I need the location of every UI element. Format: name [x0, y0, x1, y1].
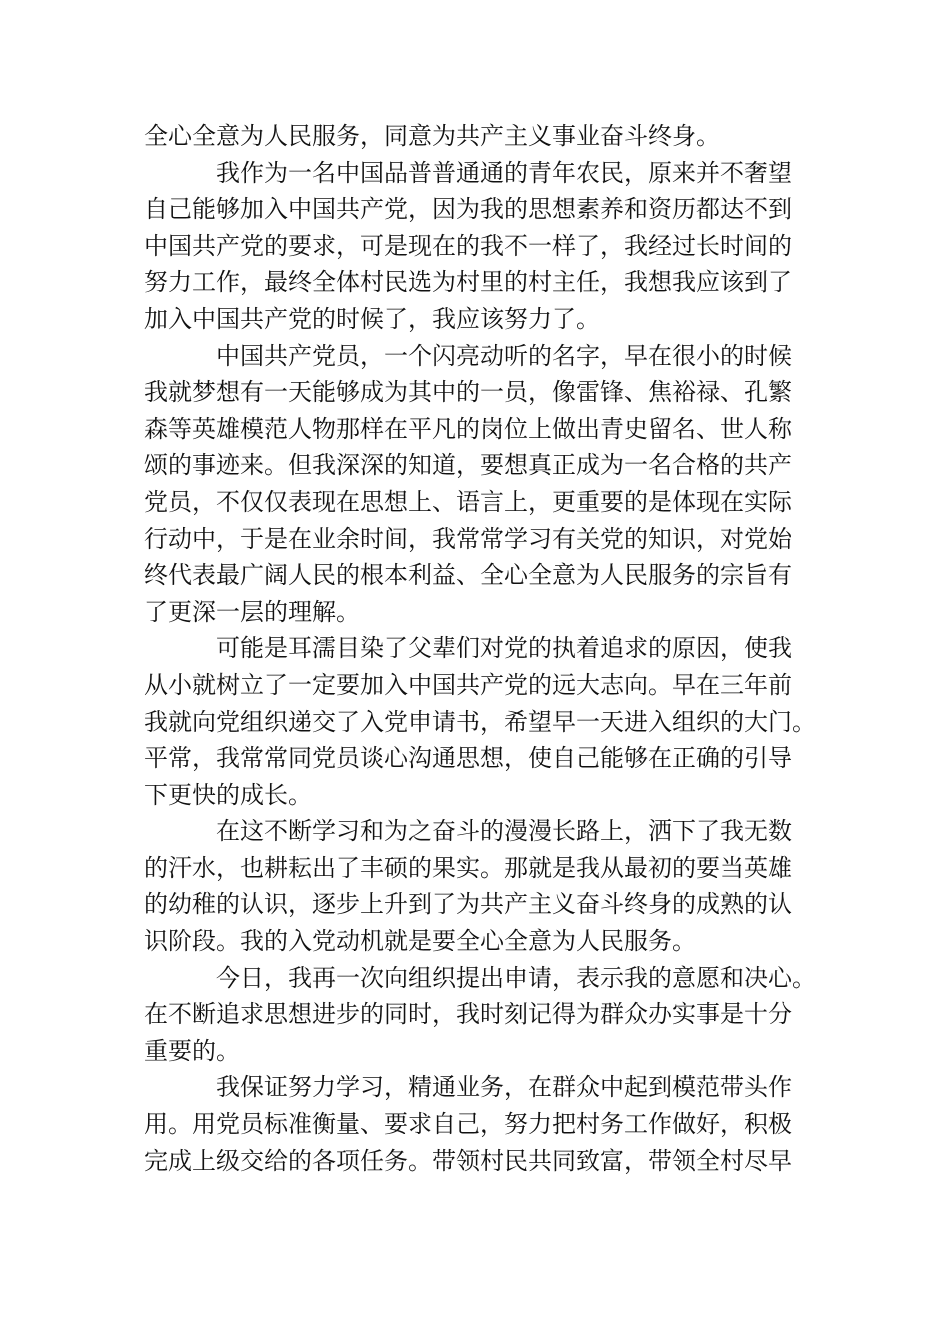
- text-line: 可能是耳濡目染了父辈们对党的执着追求的原因，使我: [216, 634, 792, 663]
- text-line: 在这不断学习和为之奋斗的漫漫长路上，洒下了我无数: [216, 817, 792, 846]
- text-line: 完成上级交给的各项任务。带领村民共同致富，带领全村尽早: [144, 1146, 792, 1175]
- paragraph: [144, 155, 804, 338]
- text-line: 了更深一层的理解。: [144, 597, 360, 626]
- text-line: 努力工作，最终全体村民选为村里的村主任，我想我应该到了: [144, 268, 792, 297]
- text-line: 我保证努力学习，精通业务，在群众中起到模范带头作: [216, 1073, 792, 1102]
- text-line: 今日，我再一次向组织提出申请，表示我的意愿和决心。: [216, 963, 816, 992]
- text-line: 用。用党员标准衡量、要求自己，努力把村务工作做好，积极: [144, 1110, 792, 1139]
- text-line: 我就向党组织递交了入党申请书，希望早一天进入组织的大门。: [144, 707, 816, 736]
- text-line: 从小就树立了一定要加入中国共产党的远大志向。早在三年前: [144, 670, 792, 699]
- text-line: 党员，不仅仅表现在思想上、语言上，更重要的是体现在实际: [144, 487, 792, 516]
- text-line: 下更快的成长。: [144, 780, 312, 809]
- paragraph: [144, 1069, 804, 1179]
- text-line: 中国共产党的要求，可是现在的我不一样了，我经过长时间的: [144, 231, 792, 260]
- text-line: 中国共产党员，一个闪亮动听的名字，早在很小的时候: [216, 341, 792, 370]
- paragraph: [144, 960, 816, 1070]
- text-line: 自己能够加入中国共产党，因为我的思想素养和资历都达不到: [144, 195, 792, 224]
- text-line: 加入中国共产党的时候了，我应该努力了。: [144, 304, 600, 333]
- text-line: 我作为一名中国品普普通通的青年农民，原来并不奢望: [216, 158, 792, 187]
- text-line: 终代表最广阔人民的根本利益、全心全意为人民服务的宗旨有: [144, 561, 792, 590]
- paragraph: [144, 813, 804, 959]
- text-line: 森等英雄模范人物那样在平凡的岗位上做出青史留名、世人称: [144, 414, 792, 443]
- text-line: 颂的事迹来。但我深深的知道，要想真正成为一名合格的共产: [144, 451, 792, 480]
- text-line: 重要的。: [144, 1036, 240, 1065]
- text-line: 识阶段。我的入党动机就是要全心全意为人民服务。: [144, 927, 696, 956]
- text-line: 的幼稚的认识，逐步上升到了为共产主义奋斗终身的成熟的认: [144, 890, 792, 919]
- text-line: 的汗水，也耕耘出了丰硕的果实。那就是我从最初的要当英雄: [144, 853, 792, 882]
- document-body: [144, 118, 816, 1179]
- paragraph: [144, 630, 816, 813]
- text-line: 在不断追求思想进步的同时，我时刻记得为群众办实事是十分: [144, 1000, 792, 1029]
- text-line: 平常，我常常同党员谈心沟通思想，使自己能够在正确的引导: [144, 744, 792, 773]
- paragraph: [144, 118, 804, 155]
- text-line: 全心全意为人民服务，同意为共产主义事业奋斗终身。: [144, 122, 720, 150]
- text-line: 行动中，于是在业余时间，我常常学习有关党的知识，对党始: [144, 524, 792, 553]
- text-line: 我就梦想有一天能够成为其中的一员，像雷锋、焦裕禄、孔繁: [144, 378, 792, 407]
- paragraph: [144, 338, 804, 631]
